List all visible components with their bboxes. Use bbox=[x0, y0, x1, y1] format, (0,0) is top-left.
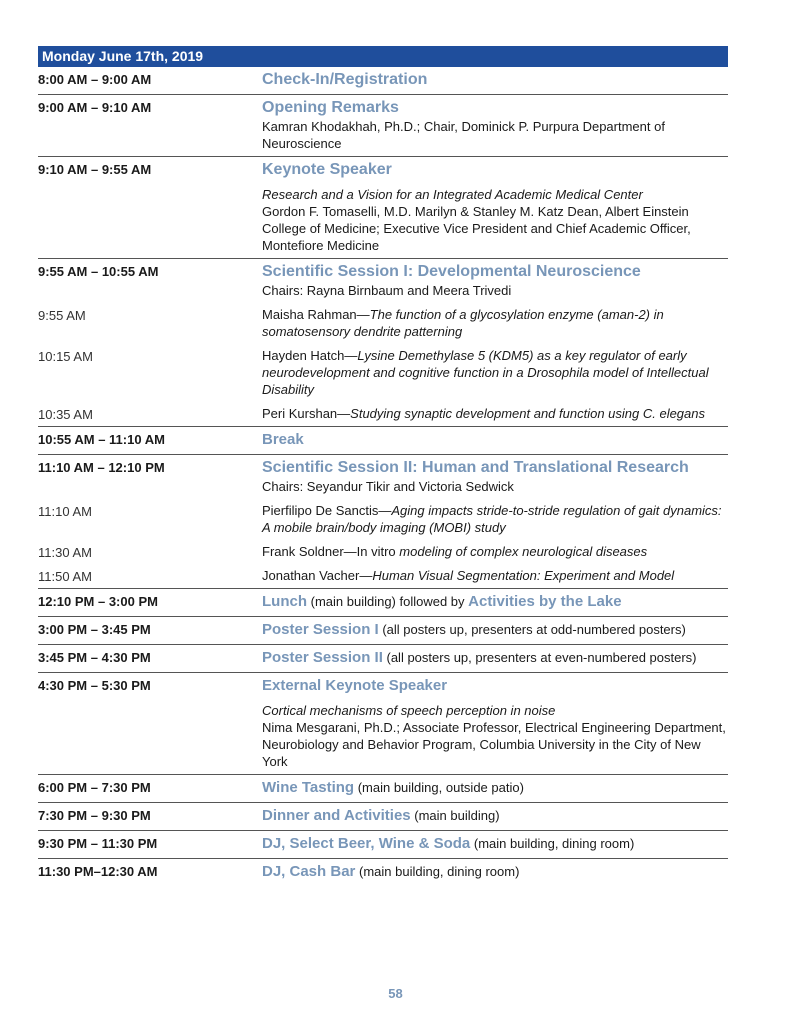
schedule-row bbox=[38, 673, 728, 775]
row-time: 6:00 PM – 7:30 PM bbox=[38, 780, 151, 795]
row-time: 9:30 PM – 11:30 PM bbox=[38, 836, 158, 851]
row-time: 9:00 AM – 9:10 AM bbox=[38, 100, 152, 115]
event-title: Opening Remarks bbox=[262, 99, 399, 116]
schedule-row bbox=[38, 645, 728, 673]
event-note: (main building, dining room) bbox=[355, 864, 520, 879]
talk-speaker: Frank Soldner—In vitro bbox=[262, 544, 400, 559]
event-title-secondary: Activities by the Lake bbox=[468, 593, 622, 610]
talk-title: Human Visual Segmentation: Experiment and Model bbox=[372, 568, 675, 583]
talk-title: Studying synaptic development and function using C. elegans bbox=[350, 406, 705, 421]
event-title: Lunch bbox=[262, 593, 307, 610]
talk-row bbox=[38, 540, 728, 564]
talk-speaker: Hayden Hatch— bbox=[262, 348, 358, 363]
schedule-row bbox=[38, 427, 728, 455]
talk-title: The function of a glycosylation enzyme (aman-2) in somatosensory dendrite patterning bbox=[262, 307, 664, 339]
row-time: 9:55 AM – 10:55 AM bbox=[38, 264, 159, 279]
talk-title: Cortical mechanisms of speech perception in noise bbox=[262, 703, 556, 718]
talk-title: Lysine Demethylase 5 (KDM5) as a key regulator of early neurodevelopment and cognitive function in a Drosophila model of Intellectual Disability bbox=[262, 348, 709, 397]
row-time: 7:30 PM – 9:30 PM bbox=[38, 808, 151, 823]
event-title: Dinner and Activities bbox=[262, 807, 411, 824]
schedule-row bbox=[38, 259, 728, 303]
event-title: DJ, Select Beer, Wine & Soda bbox=[262, 835, 471, 852]
talk-time: 11:50 AM bbox=[38, 569, 92, 584]
event-title: Poster Session I bbox=[262, 621, 379, 638]
event-title: Check-In/Registration bbox=[262, 71, 428, 88]
schedule-row bbox=[38, 859, 728, 886]
event-title: Keynote Speaker bbox=[262, 161, 392, 178]
row-time: 11:30 PM–12:30 AM bbox=[38, 864, 158, 879]
schedule-row bbox=[38, 775, 728, 803]
schedule-row bbox=[38, 831, 728, 859]
row-time: 10:55 AM – 11:10 AM bbox=[38, 432, 165, 447]
event-note: (main building) followed by bbox=[307, 594, 469, 609]
schedule-row bbox=[38, 95, 728, 157]
event-description: Kamran Khodakhah, Ph.D.; Chair, Dominick P. Purpura Department of Neuroscience bbox=[262, 119, 665, 151]
schedule-row bbox=[38, 617, 728, 645]
event-title: Break bbox=[262, 431, 304, 448]
schedule-row bbox=[38, 803, 728, 831]
event-note: (all posters up, presenters at even-numbered posters) bbox=[382, 650, 697, 665]
talk-time: 9:55 AM bbox=[38, 308, 86, 323]
row-time: 4:30 PM – 5:30 PM bbox=[38, 678, 151, 693]
talk-speaker: Peri Kurshan— bbox=[262, 406, 351, 421]
talk-speaker: Jonathan Vacher— bbox=[262, 568, 373, 583]
row-time: 9:10 AM – 9:55 AM bbox=[38, 162, 152, 177]
event-note: (main building, dining room) bbox=[470, 836, 635, 851]
event-title: Scientific Session I: Developmental Neuroscience bbox=[262, 263, 641, 280]
session-chairs: Chairs: Seyandur Tikir and Victoria Sedwick bbox=[262, 479, 514, 494]
event-description: Nima Mesgarani, Ph.D.; Associate Professor, Electrical Engineering Department, Neurobiology and Behavior Program, Columbia University in the City of New York bbox=[262, 720, 726, 769]
row-time: 3:45 PM – 4:30 PM bbox=[38, 650, 151, 665]
schedule-row bbox=[38, 455, 728, 499]
event-title: Poster Session II bbox=[262, 649, 383, 666]
event-title: Wine Tasting bbox=[262, 779, 355, 796]
event-description: Gordon F. Tomaselli, M.D. Marilyn & Stanley M. Katz Dean, Albert Einstein College of Medicine; Executive Vice President and Chief Academic Officer, Montefiore Medicine bbox=[262, 204, 691, 253]
talk-row bbox=[38, 564, 728, 589]
row-time: 8:00 AM – 9:00 AM bbox=[38, 72, 152, 87]
talk-speaker: Pierfilipo De Sanctis— bbox=[262, 503, 392, 518]
session-chairs: Chairs: Rayna Birnbaum and Meera Trivedi bbox=[262, 283, 512, 298]
talk-speaker: Maisha Rahman— bbox=[262, 307, 370, 322]
talk-time: 10:35 AM bbox=[38, 407, 93, 422]
page-number: 58 bbox=[388, 986, 403, 1001]
schedule-table bbox=[38, 46, 728, 886]
schedule-row bbox=[38, 589, 728, 617]
talk-title: Research and a Vision for an Integrated Academic Medical Center bbox=[262, 187, 643, 202]
talk-time: 11:10 AM bbox=[38, 504, 92, 519]
row-time: 12:10 PM – 3:00 PM bbox=[38, 594, 158, 609]
event-note: (all posters up, presenters at odd-numbered posters) bbox=[378, 622, 686, 637]
talk-row bbox=[38, 499, 728, 540]
talk-time: 10:15 AM bbox=[38, 349, 93, 364]
schedule-row bbox=[38, 157, 728, 259]
day-header: Monday June 17th, 2019 bbox=[38, 46, 728, 67]
talk-row bbox=[38, 303, 728, 344]
event-title: DJ, Cash Bar bbox=[262, 863, 356, 880]
row-time: 3:00 PM – 3:45 PM bbox=[38, 622, 151, 637]
talk-time: 11:30 AM bbox=[38, 545, 92, 560]
event-title: Scientific Session II: Human and Translational Research bbox=[262, 459, 689, 476]
event-note: (main building) bbox=[410, 808, 500, 823]
row-time: 11:10 AM – 12:10 PM bbox=[38, 460, 165, 475]
talk-row bbox=[38, 344, 728, 402]
schedule-row bbox=[38, 67, 728, 95]
talk-title: modeling of complex neurological diseases bbox=[399, 544, 648, 559]
talk-row bbox=[38, 402, 728, 427]
event-title: External Keynote Speaker bbox=[262, 677, 448, 694]
talk-title: Aging impacts stride-to-stride regulation of gait dynamics: A mobile brain/body imaging (MOBI) study bbox=[262, 503, 722, 535]
event-note: (main building, outside patio) bbox=[354, 780, 524, 795]
